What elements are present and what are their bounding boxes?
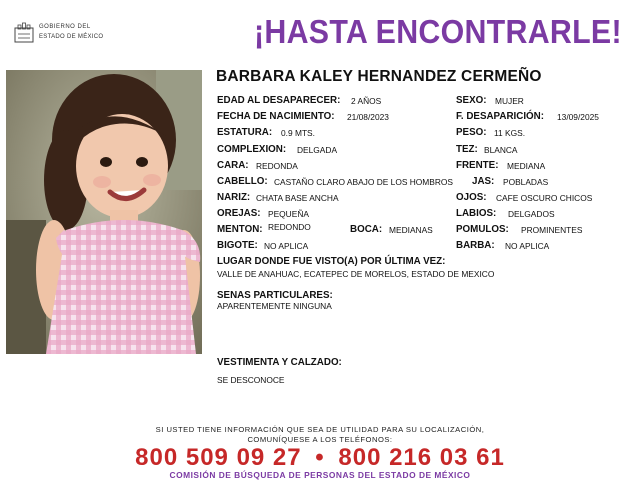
lugar-value: VALLE DE ANAHUAC, ECATEPEC DE MORELOS, ESTADO DE MEXICO bbox=[217, 269, 495, 279]
phone-numbers bbox=[0, 444, 640, 472]
sexo-value: MUJER bbox=[495, 96, 524, 106]
phone-separator: • bbox=[315, 444, 325, 471]
tez-value: BLANCA bbox=[484, 145, 518, 155]
footer-note-line-1: SI USTED TIENE INFORMACIÓN QUE SEA DE UTILIDAD PARA SU LOCALIZACIÓN, bbox=[155, 425, 485, 434]
gov-line-2: ESTADO DE MÉXICO bbox=[39, 34, 104, 40]
estatura-label: ESTATURA: bbox=[217, 127, 273, 138]
sexo-label: SEXO: bbox=[456, 95, 487, 106]
headline: ¡HASTA ENCONTRARLE! bbox=[254, 13, 622, 50]
fecha-nacimiento-label: FECHA DE NACIMIENTO: bbox=[217, 111, 335, 122]
fecha-desaparicion-label: F. DESAPARICIÓN: bbox=[456, 111, 544, 122]
cabello-value: CASTAÑO CLARO ABAJO DE LOS HOMBROS bbox=[274, 177, 454, 187]
edad-label: EDAD AL DESAPARECER: bbox=[217, 95, 341, 106]
bigote-value: NO APLICA bbox=[264, 241, 309, 251]
complexion-value: DELGADA bbox=[297, 145, 338, 155]
senas-value: APARENTEMENTE NINGUNA bbox=[217, 301, 332, 311]
pomulos-value: PROMINENTES bbox=[521, 225, 583, 235]
nariz-label: NARIZ: bbox=[217, 192, 251, 203]
phone-1[interactable]: 800 509 09 27 bbox=[135, 444, 302, 471]
labios-label: LABIOS: bbox=[456, 208, 497, 219]
bigote-label: BIGOTE: bbox=[217, 240, 258, 251]
labios-value: DELGADOS bbox=[508, 209, 555, 219]
commission-name: COMISIÓN DE BÚSQUEDA DE PERSONAS DEL ESTADO DE MÉXICO bbox=[169, 470, 471, 480]
lugar-label: LUGAR DONDE FUE VISTO(A) POR ÚLTIMA VEZ: bbox=[217, 256, 446, 267]
vestimenta-value: SE DESCONOCE bbox=[217, 375, 285, 385]
peso-value: 11 KGS. bbox=[494, 128, 526, 138]
missing-person-photo bbox=[6, 70, 202, 354]
estatura-value: 0.9 MTS. bbox=[281, 128, 315, 138]
vestimenta-label: VESTIMENTA Y CALZADO: bbox=[217, 357, 342, 368]
boca-label: BOCA: bbox=[350, 224, 383, 235]
phone-2[interactable]: 800 216 03 61 bbox=[338, 444, 505, 471]
footer-note-line-2: COMUNÍQUESE A LOS TELÉFONOS: bbox=[247, 435, 393, 444]
complexion-label: COMPLEXION: bbox=[217, 144, 287, 155]
orejas-value: PEQUEÑA bbox=[268, 209, 309, 219]
tez-label: TEZ: bbox=[456, 144, 478, 155]
ojos-label: OJOS: bbox=[456, 192, 487, 203]
menton-value: REDONDO bbox=[268, 222, 311, 232]
menton-label: MENTON: bbox=[217, 224, 263, 235]
cabello-label: CABELLO: bbox=[217, 176, 268, 187]
ojos-value: CAFE OSCURO CHICOS bbox=[496, 193, 593, 203]
fecha-nacimiento-value: 21/08/2023 bbox=[347, 112, 389, 122]
government-logo bbox=[12, 22, 122, 46]
barba-label: BARBA: bbox=[456, 240, 495, 251]
cejas-value: POBLADAS bbox=[503, 177, 549, 187]
person-name: BARBARA KALEY HERNANDEZ CERMEÑO bbox=[216, 68, 542, 85]
cara-label: CARA: bbox=[217, 160, 249, 171]
barba-value: NO APLICA bbox=[505, 241, 550, 251]
frente-value: MEDIANA bbox=[507, 161, 546, 171]
frente-label: FRENTE: bbox=[456, 160, 499, 171]
gov-line-1: GOBIERNO DEL bbox=[39, 24, 91, 30]
edad-value: 2 AÑOS bbox=[351, 96, 382, 106]
orejas-label: OREJAS: bbox=[217, 208, 261, 219]
state-crest-icon bbox=[12, 22, 36, 44]
fecha-desaparicion-value: 13/09/2025 bbox=[557, 112, 599, 122]
cejas-label: JAS: bbox=[472, 176, 495, 187]
senas-label: SENAS PARTICULARES: bbox=[217, 290, 333, 301]
pomulos-label: POMULOS: bbox=[456, 224, 509, 235]
cara-value: REDONDA bbox=[256, 161, 298, 171]
nariz-value: CHATA BASE ANCHA bbox=[256, 193, 339, 203]
boca-value: MEDIANAS bbox=[389, 225, 433, 235]
peso-label: PESO: bbox=[456, 127, 487, 138]
